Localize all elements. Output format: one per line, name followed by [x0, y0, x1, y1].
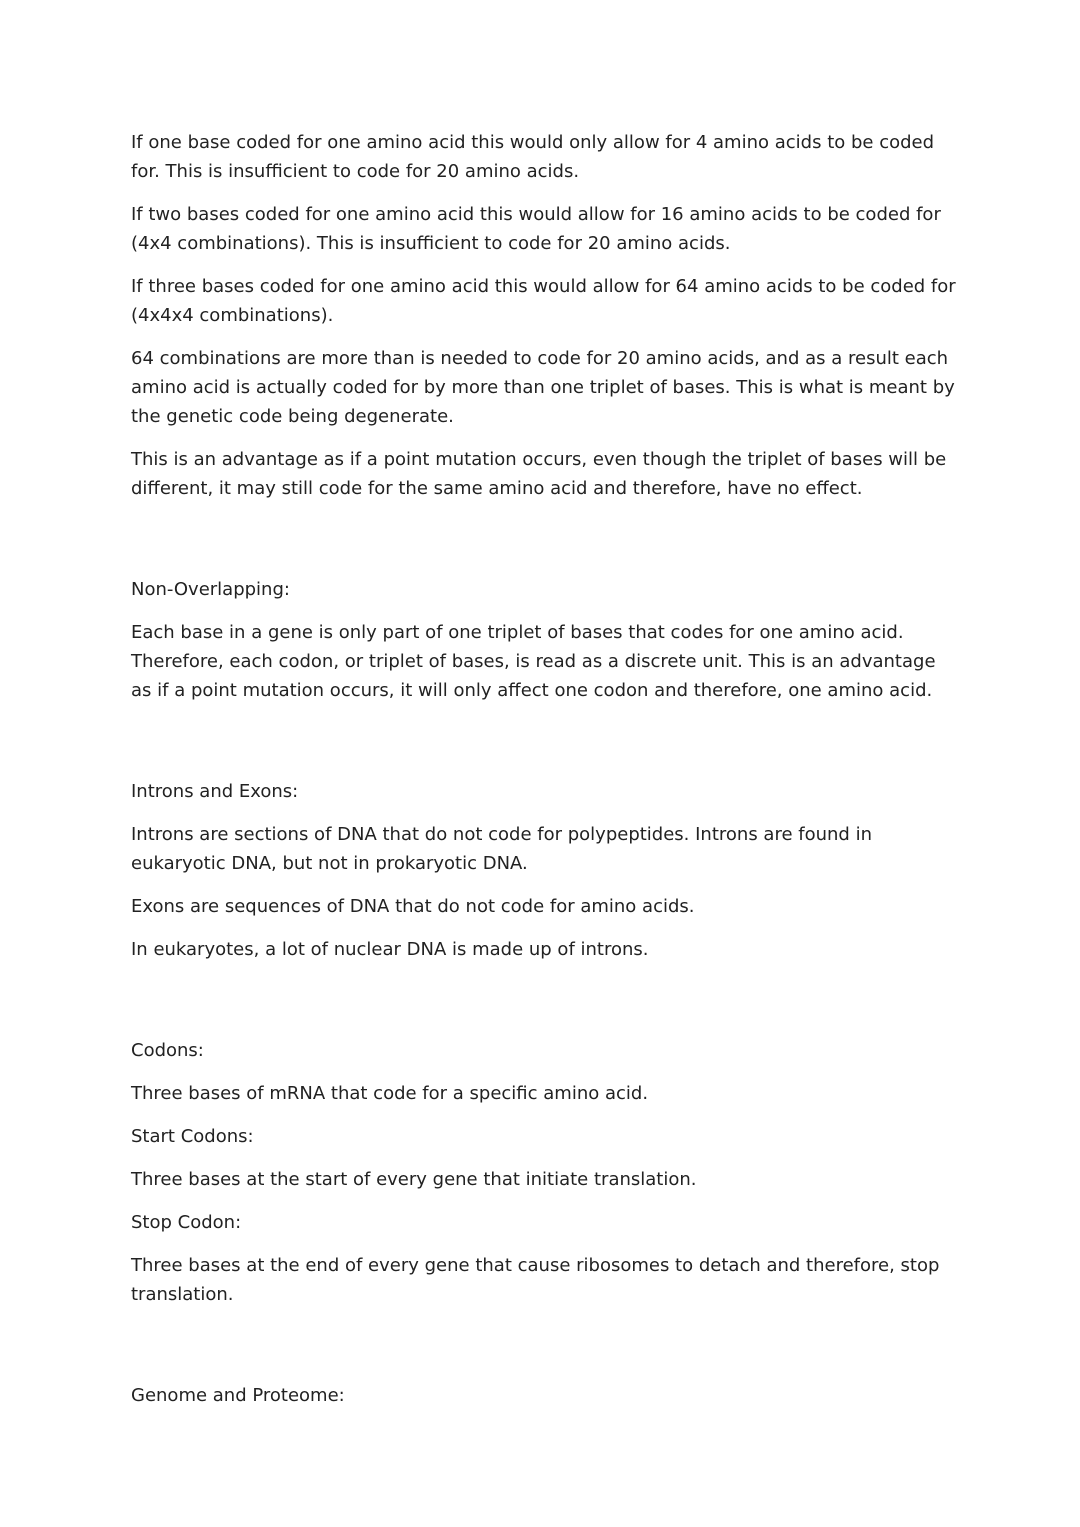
paragraph-exons: Exons are sequences of DNA that do not code for amino acids. — [131, 896, 695, 917]
heading-genome-proteome: Genome and Proteome: — [131, 1385, 345, 1406]
paragraph-start-codons: Three bases at the start of every gene that initiate translation. — [131, 1169, 697, 1190]
heading-stop-codon: Stop Codon: — [131, 1212, 242, 1233]
section-spacer — [131, 1323, 961, 1381]
heading-non-overlapping: Non-Overlapping: — [131, 579, 290, 600]
document-page — [131, 128, 961, 1424]
paragraph-two-bases: If two bases coded for one amino acid this would allow for 16 amino acids to be coded for (4x4 combinations). This is insufficient to code for 20 amino acids. — [131, 204, 941, 254]
paragraph-degenerate-advantage: This is an advantage as if a point mutation occurs, even though the triplet of bases will be different, it may still code for the same amino acid and therefore, have no effect. — [131, 449, 947, 499]
paragraph-non-overlapping: Each base in a gene is only part of one triplet of bases that codes for one amino acid. Therefore, each codon, or triplet of bases, is read as a discrete unit. This is an advantage as if a point mutation occurs, it will only affect one codon and therefore, one amino acid. — [131, 622, 936, 701]
heading-introns-exons: Introns and Exons: — [131, 781, 299, 802]
heading-codons: Codons: — [131, 1040, 204, 1061]
paragraph-nuclear-dna: In eukaryotes, a lot of nuclear DNA is made up of introns. — [131, 939, 649, 960]
paragraph-stop-codon: Three bases at the end of every gene that cause ribosomes to detach and therefore, stop translation. — [131, 1255, 940, 1305]
section-spacer — [131, 978, 961, 1036]
section-spacer — [131, 719, 961, 777]
paragraph-one-base: If one base coded for one amino acid this would only allow for 4 amino acids to be coded for. This is insufficient to code for 20 amino acids. — [131, 132, 935, 182]
paragraph-introns: Introns are sections of DNA that do not code for polypeptides. Introns are found in eukaryotic DNA, but not in prokaryotic DNA. — [131, 824, 872, 874]
paragraph-codons: Three bases of mRNA that code for a specific amino acid. — [131, 1083, 649, 1104]
paragraph-three-bases: If three bases coded for one amino acid this would allow for 64 amino acids to be coded for (4x4x4 combinations). — [131, 276, 956, 326]
section-spacer — [131, 517, 961, 575]
heading-start-codons: Start Codons: — [131, 1126, 254, 1147]
paragraph-degenerate-code: 64 combinations are more than is needed to code for 20 amino acids, and as a result each amino acid is actually coded for by more than one triplet of bases. This is what is meant by the genetic code being degenerate. — [131, 348, 955, 427]
